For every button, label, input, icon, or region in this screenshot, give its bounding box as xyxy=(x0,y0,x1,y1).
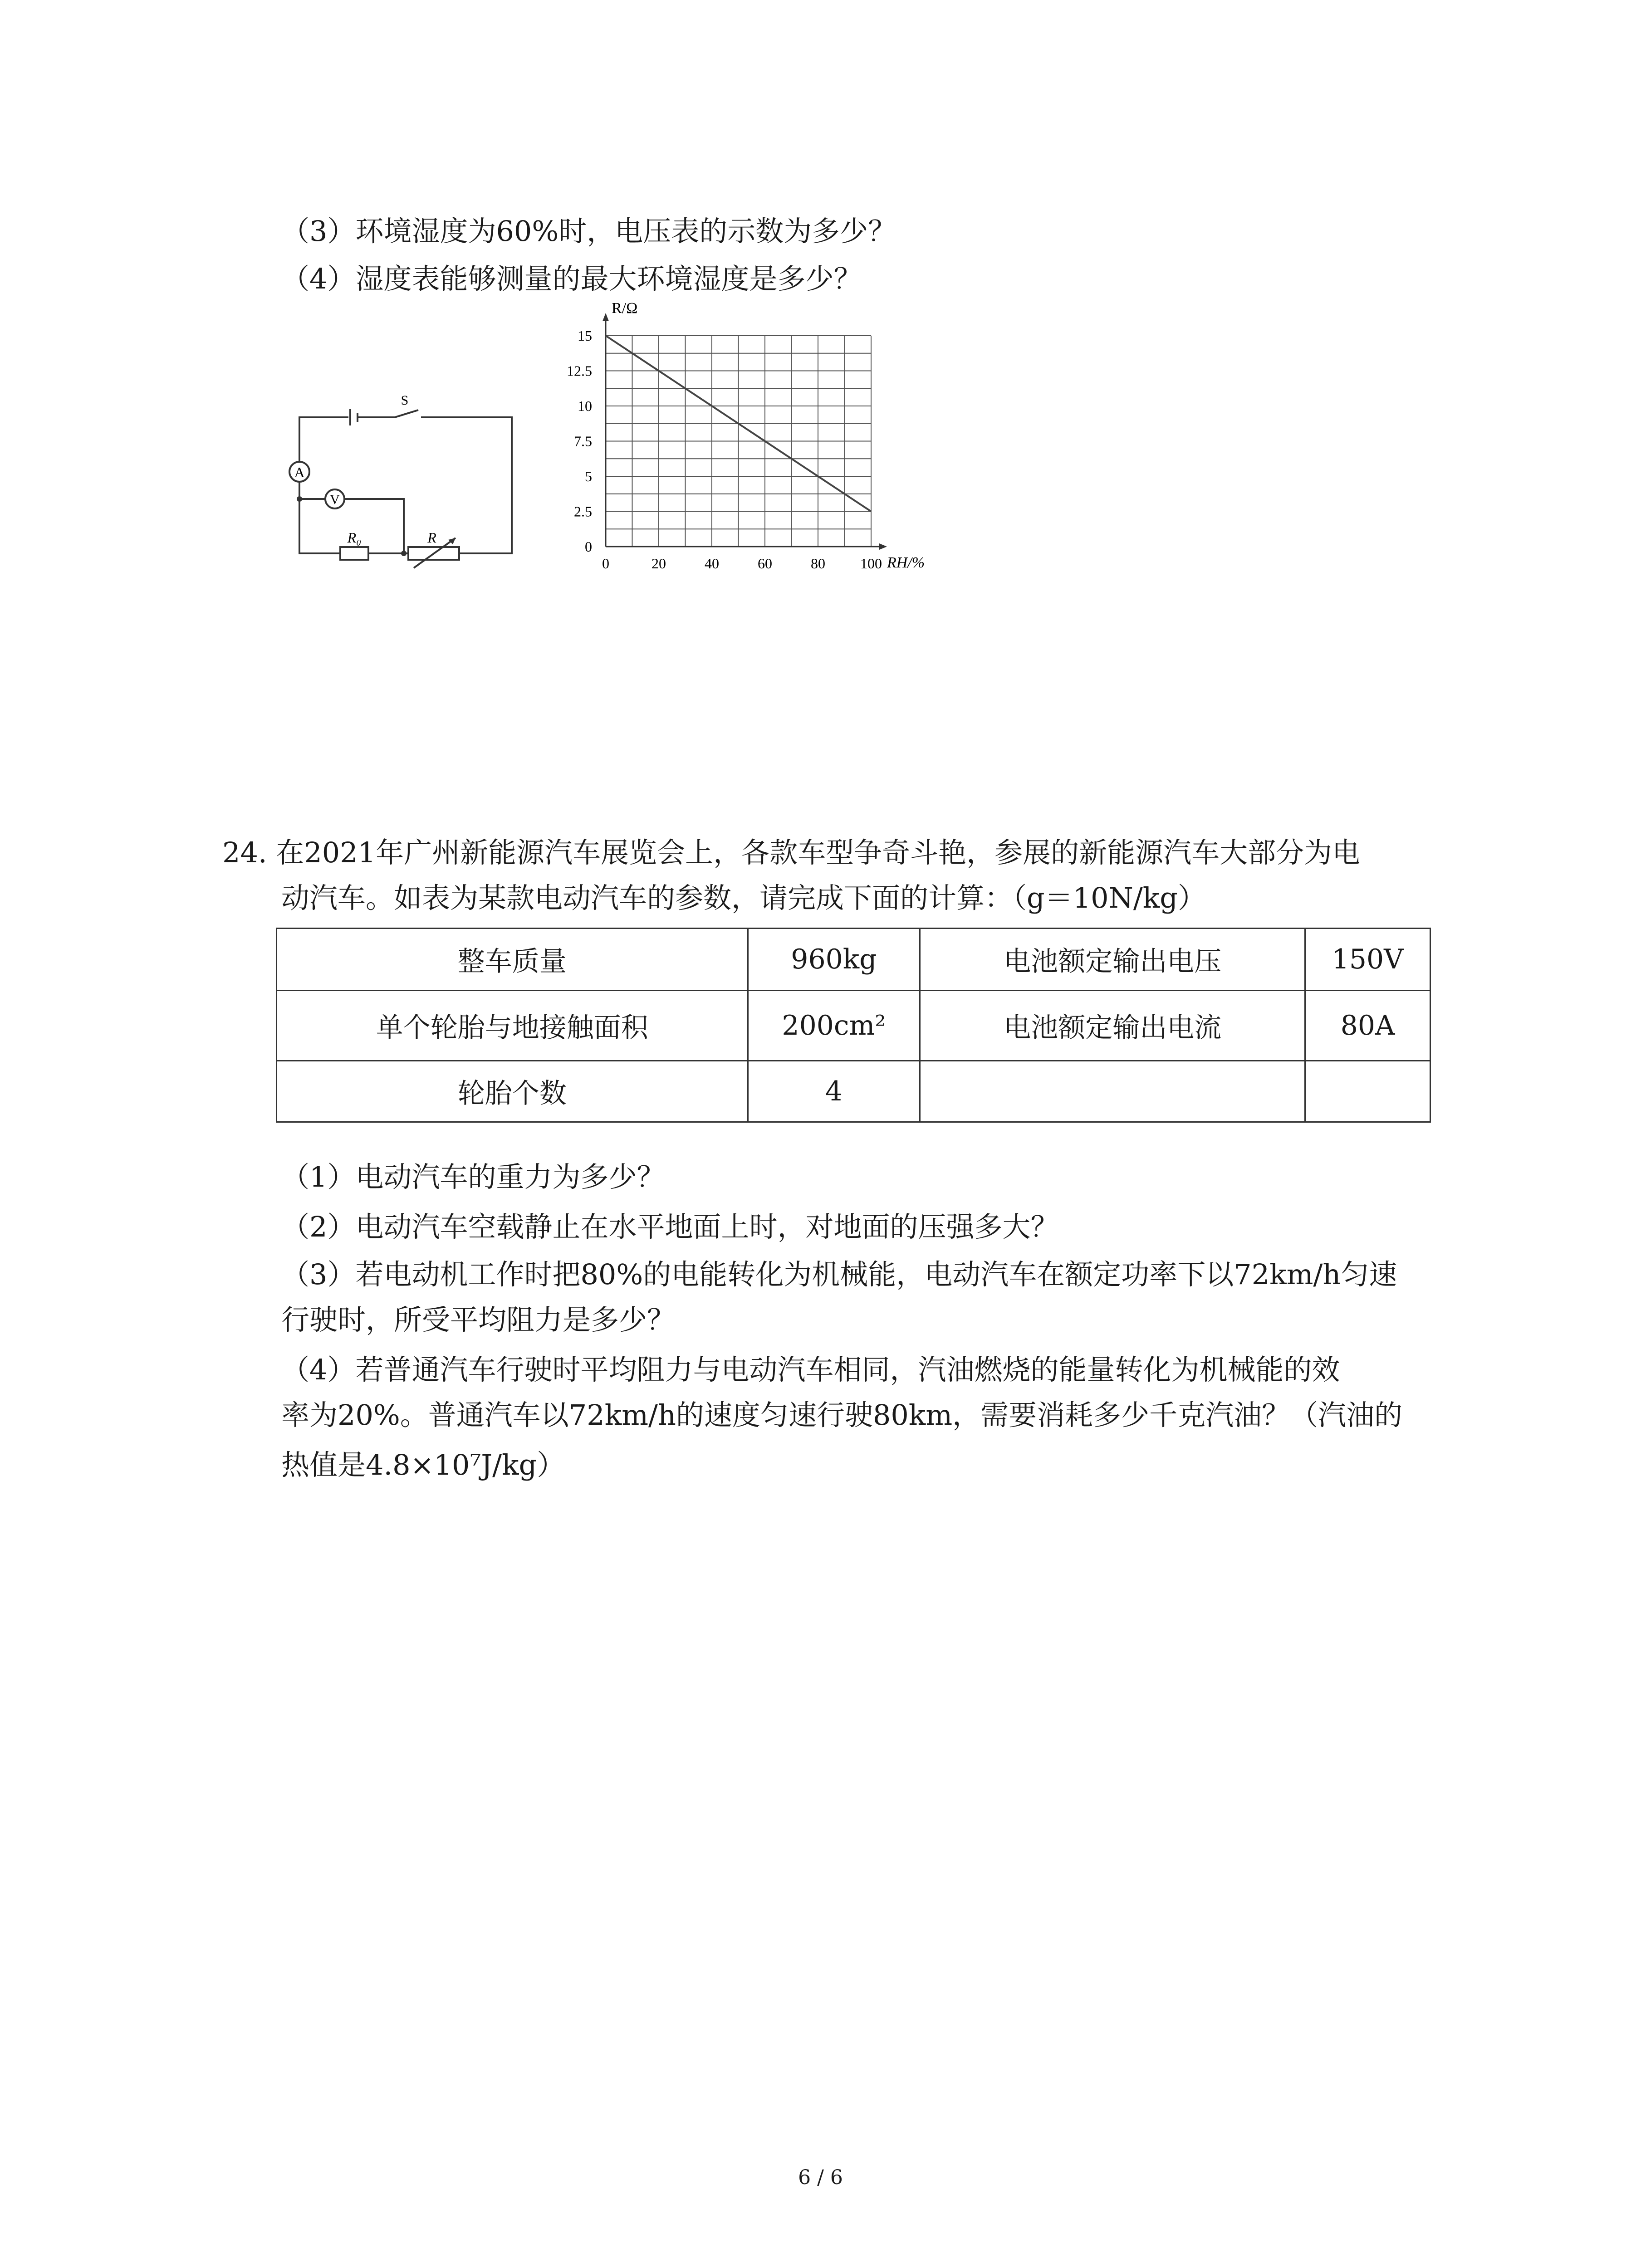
voltmeter-label: V xyxy=(330,492,340,507)
table-cell xyxy=(920,1061,1305,1122)
page-number: 6 / 6 xyxy=(798,2166,843,2189)
table-cell: 电池额定输出电压 xyxy=(920,929,1305,991)
x-tick-label: 0 xyxy=(602,555,609,572)
q24-line1: 24. 在2021年广州新能源汽车展览会上，各款车型争奇斗艳，参展的新能源汽车大部分为电 xyxy=(222,836,1361,869)
table-cell: 整车质量 xyxy=(277,929,748,991)
chart-ticks xyxy=(567,327,882,572)
q24-part1: （1）电动汽车的重力为多少？ xyxy=(281,1160,665,1193)
y-tick-label: 2.5 xyxy=(574,503,592,520)
table-cell xyxy=(1305,1061,1430,1122)
table-row xyxy=(277,991,1430,1061)
y-axis-label: R/Ω xyxy=(612,300,638,317)
q24-line2: 动汽车。如表为某款电动汽车的参数，请完成下面的计算：（g＝10N/kg） xyxy=(281,881,1206,914)
q23-part4: （4）湿度表能够测量的最大环境湿度是多少？ xyxy=(281,262,862,295)
resistance-humidity-chart xyxy=(554,299,962,590)
table-cell: 80A xyxy=(1305,991,1430,1061)
q24-part4-line3: 热值是4.8×10⁷J/kg） xyxy=(281,1448,565,1481)
y-axis-arrow-icon xyxy=(603,313,609,321)
r-label: R xyxy=(427,529,436,546)
q24-part4-line1: （4）若普通汽车行驶时平均阻力与电动汽车相同，汽油燃烧的能量转化为机械能的效 xyxy=(281,1353,1340,1386)
table-cell: 960kg xyxy=(748,929,920,991)
y-tick-label: 12.5 xyxy=(567,362,592,379)
table-row xyxy=(277,929,1430,991)
q24-part2: （2）电动汽车空载静止在水平地面上时，对地面的压强多大？ xyxy=(281,1210,1059,1243)
q24-part3-line2: 行驶时，所受平均阻力是多少？ xyxy=(281,1303,676,1336)
y-tick-label: 10 xyxy=(578,398,592,414)
x-axis-label: RH/% xyxy=(887,554,925,571)
y-tick-label: 0 xyxy=(585,538,592,555)
table-cell: 轮胎个数 xyxy=(277,1061,748,1122)
table-cell: 电池额定输出电流 xyxy=(920,991,1305,1061)
ammeter-label: A xyxy=(294,464,305,480)
x-axis-arrow-icon xyxy=(879,543,887,550)
y-tick-label: 7.5 xyxy=(574,433,592,450)
switch-label: S xyxy=(401,393,409,408)
x-tick-label: 80 xyxy=(811,555,825,572)
q24-part4-line2: 率为20%。普通汽车以72km/h的速度匀速行驶80km，需要消耗多少千克汽油？（汽油的 xyxy=(281,1398,1403,1432)
r0-label: R₀ xyxy=(347,529,362,546)
table-cell: 200cm² xyxy=(748,991,920,1061)
x-tick-label: 100 xyxy=(860,555,882,572)
chart-grid xyxy=(606,336,871,547)
table-cell: 150V xyxy=(1305,929,1430,991)
q23-part3: （3）环境湿度为60%时，电压表的示数为多少？ xyxy=(281,215,896,248)
x-tick-label: 40 xyxy=(705,555,719,572)
q24-part3-line1: （3）若电动机工作时把80%的电能转化为机械能，电动汽车在额定功率下以72km/h匀速 xyxy=(281,1258,1397,1291)
x-tick-label: 20 xyxy=(652,555,666,572)
table-cell: 单个轮胎与地接触面积 xyxy=(277,991,748,1061)
car-parameters-table xyxy=(276,928,1431,1123)
circuit-diagram xyxy=(272,390,526,572)
table-row xyxy=(277,1061,1430,1122)
y-tick-label: 5 xyxy=(585,468,592,484)
x-tick-label: 60 xyxy=(758,555,772,572)
y-tick-label: 15 xyxy=(578,327,592,344)
table-cell: 4 xyxy=(748,1061,920,1122)
